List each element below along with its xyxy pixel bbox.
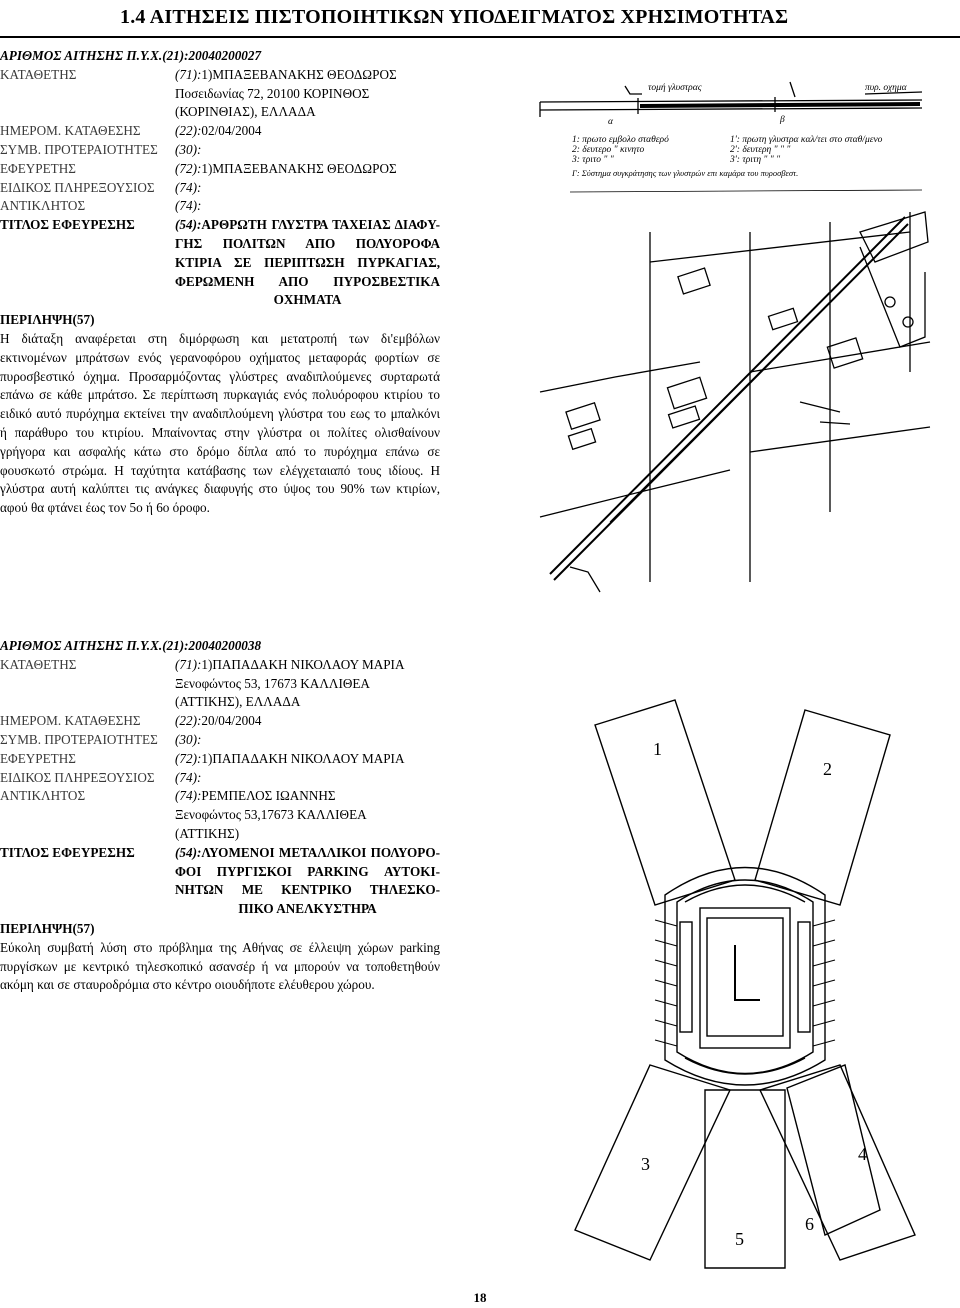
representative-name: ΡΕΜΠΕΛΟΣ ΙΩΑΝΝΗΣ <box>201 788 336 804</box>
section-header <box>0 0 960 38</box>
invention-title-line: ΓΗΣ ΠΟΛΙΤΩΝ ΑΠΟ ΠΟΛΥΟΡΟΦΑ <box>175 235 440 251</box>
filing-date-code: (22): <box>175 713 202 729</box>
priority-code: (30): <box>175 141 202 157</box>
slide-drawing <box>530 72 935 602</box>
invention-title-line: ΑΡΘΡΩΤΗ ΓΛΥΣΤΡΑ ΤΑΧΕΙΑΣ ΔΙΑΦΥ- <box>201 217 440 233</box>
abstract-text <box>0 330 440 518</box>
bay-label: 1 <box>653 739 662 759</box>
parking-bay-2 <box>755 710 890 905</box>
representative-code: (74): <box>175 198 202 214</box>
applicant-region: (ΑΤΤΙΚΗΣ), ΕΛΛΑΔΑ <box>175 694 301 710</box>
invention-title-line: ΚΤΙΡΙΑ ΣΕ ΠΕΡΙΠΤΩΣΗ ΠΥΡΚΑΓΙΑΣ, <box>175 254 440 270</box>
attorney-code: (74): <box>175 179 202 195</box>
applicant-row <box>0 66 440 122</box>
invention-title-code: (54): <box>175 844 202 860</box>
application-number: ΑΡΙΘΜΟΣ ΑΙΤΗΣΗΣ Π.Υ.Χ.(21):20040200027 <box>0 48 262 63</box>
drawing-note: τομή γλυστρας <box>648 83 702 93</box>
drawing-mark: α <box>608 117 613 127</box>
abstract-line: Εύκολη συμβατή λύση στο πρόβλημα της Αθήνας σε έλλειψη χώρων parking <box>0 939 440 955</box>
representative-row <box>0 197 440 216</box>
inventor-code: (72): <box>175 750 202 766</box>
legend-line: 1: πρωτο εμβολο σταθερό <box>572 135 669 145</box>
legend-line: 3': τριτη " " " <box>730 155 781 165</box>
applicant-row <box>0 656 440 712</box>
legend-line: 3: τριτο " " <box>572 155 614 165</box>
priority-label: ΣΥΜΒ. ΠΡΟΤΕΡΑΙΟΤΗΤΕΣ <box>0 731 158 747</box>
bay-label: 4 <box>858 1144 867 1164</box>
attorney-label: ΕΙΔΙΚΟΣ ΠΛΗΡΕΞΟΥΣΙΟΣ <box>0 179 155 195</box>
invention-title-label: ΤΙΤΛΟΣ ΕΦΕΥΡΕΣΗΣ <box>0 844 135 860</box>
abstract-line: πυροσβεστικό όχημα. Προσαρμόζοντας γλύστρες αναδιπλούμενες συρταρωτά <box>0 368 440 384</box>
patent-entry-1 <box>0 47 440 518</box>
priority-label: ΣΥΜΒ. ΠΡΟΤΕΡΑΙΟΤΗΤΕΣ <box>0 141 158 157</box>
bay-label: 6 <box>805 1214 814 1234</box>
filing-date-label: ΗΜΕΡΟΜ. ΚΑΤΑΘΕΣΗΣ <box>0 713 141 729</box>
abstract-line: Η διάταξη αναφέρεται στη διμόρφωση και μετατροπή των δι'εμβόλων <box>0 330 440 346</box>
invention-title-row <box>0 844 440 919</box>
parking-bay-6 <box>787 1065 880 1235</box>
bay-label: 3 <box>641 1154 650 1174</box>
invention-title-line: ΛΥΟΜΕΝΟΙ ΜΕΤΑΛΛΙΚΟΙ ΠΟΛΥΟΡΟ- <box>201 844 440 860</box>
bay-label: 5 <box>735 1229 744 1249</box>
parking-bay-3 <box>575 1065 730 1260</box>
applicant-address: Ποσειδωνίας 72, 20100 ΚΟΡΙΝΘΟΣ <box>175 85 370 101</box>
filing-date: 20/04/2004 <box>201 713 262 729</box>
attorney-row <box>0 179 440 198</box>
abstract-line: γλύστρα αυτή καλύπτει τις ανάγκες διαφυγής στο ύψος του 90% των κτιρίων, <box>0 481 440 497</box>
invention-title-line: ΠΙΚΟ ΑΝΕΛΚΥΣΤΗΡΑ <box>238 901 377 917</box>
abstract-line: φουσκωτό στρώμα. Η ταχύτητα κατάβασης των ελέγχεταιαπό τους ιδίους. Η <box>0 462 440 478</box>
representative-address: Ξενοφώντος 53,17673 ΚΑΛΛΙΘΕΑ <box>175 807 367 823</box>
applicant-label: ΚΑΤΑΘΕΤΗΣ <box>0 656 77 672</box>
applicant-code: (71): <box>175 656 202 672</box>
inventor-label: ΕΦΕΥΡΕΤΗΣ <box>0 160 76 176</box>
invention-title-code: (54): <box>175 217 202 233</box>
bay-label: 2 <box>823 759 832 779</box>
representative-code: (74): <box>175 788 202 804</box>
attorney-code: (74): <box>175 769 202 785</box>
abstract-text <box>0 939 440 995</box>
parking-tower-drawing <box>555 690 935 1270</box>
abstract-line: γρήγορα και ασφαλής κάτω στο δρόμο δίπλα από το πυρόχημα επάνω σε <box>0 443 440 459</box>
applicant-code: (71): <box>175 66 202 82</box>
parking-bay-1 <box>595 700 735 905</box>
filing-date-label: ΗΜΕΡΟΜ. ΚΑΤΑΘΕΣΗΣ <box>0 123 141 139</box>
abstract-line: ή παράθυρο του κτιρίου. Μπαίνοντας στην γλύστρα οι πολίτες ολισθαίνουν <box>0 424 440 440</box>
invention-title-line: ΝΗΤΩΝ ΜΕ ΚΕΝΤΡΙΚΟ ΤΗΛΕΣΚΟ- <box>175 882 440 898</box>
priority-row <box>0 141 440 160</box>
invention-title-line: ΦΟΙ ΠΥΡΓΙΣΚΟΙ PARKING ΑΥΤΟΚΙ- <box>175 863 440 879</box>
abstract-line: ακόμη και σε σταυροδρόμια στο κέντρο οιουδήποτε ελέυθερου χώρου. <box>0 977 375 993</box>
parking-bay-4 <box>760 1065 915 1260</box>
priority-code: (30): <box>175 731 202 747</box>
legend-line: Γ: Σύστημα συγκράτησης των γλυστρών επι καμάρα του πυροσβεστ. <box>572 168 799 178</box>
inventor-code: (72): <box>175 160 202 176</box>
section-title: 1.4 ΑΙΤΗΣΕΙΣ ΠΙΣΤΟΠΟΙΗΤΙΚΩΝ ΥΠΟΔΕΙΓΜΑΤΟΣ ΧΡΗΣΙΜΟΤΗΤΑΣ <box>120 6 789 28</box>
filing-date: 02/04/2004 <box>201 123 262 139</box>
legend-line: 2: δευτερο " κινητο <box>572 145 645 155</box>
representative-row <box>0 787 440 843</box>
applicant-address: Ξενοφώντος 53, 17673 ΚΑΛΛΙΘΕΑ <box>175 675 370 691</box>
applicant-region: (ΚΟΡΙΝΘΙΑΣ), ΕΛΛΑΔΑ <box>175 104 316 120</box>
applicant-label: ΚΑΤΑΘΕΤΗΣ <box>0 66 77 82</box>
applicant-name: 1)ΜΠΑΞΕΒΑΝΑΚΗΣ ΘΕΟΔΩΡΟΣ <box>201 66 397 82</box>
inventor-name: 1)ΠΑΠΑΔΑΚΗ ΝΙΚΟΛΑΟΥ ΜΑΡΙΑ <box>201 750 405 766</box>
abstract-line: αφού θα φτάνει έως τον 5ο ή 6ο όροφο. <box>0 500 210 516</box>
representative-label: ΑΝΤΙΚΛΗΤΟΣ <box>0 788 86 804</box>
priority-row <box>0 731 440 750</box>
filing-date-code: (22): <box>175 123 202 139</box>
applicant-name: 1)ΠΑΠΑΔΑΚΗ ΝΙΚΟΛΑΟΥ ΜΑΡΙΑ <box>201 656 405 672</box>
page-number: 18 <box>473 1290 487 1305</box>
filing-date-row <box>0 122 440 141</box>
patent-entry-2 <box>0 637 440 995</box>
inventor-row <box>0 750 440 769</box>
representative-label: ΑΝΤΙΚΛΗΤΟΣ <box>0 198 86 214</box>
drawing-note: πυρ. οχημα <box>865 83 907 93</box>
abstract-line: εκτινομένων μπράτσων ενός γερανοφόρου οχήματος μεταφοράς φορτίων σε <box>0 349 440 365</box>
invention-title-row <box>0 216 440 310</box>
inventor-row <box>0 160 440 179</box>
inventor-name: 1)ΜΠΑΞΕΒΑΝΑΚΗΣ ΘΕΟΔΩΡΟΣ <box>201 160 397 176</box>
application-number: ΑΡΙΘΜΟΣ ΑΙΤΗΣΗΣ Π.Υ.Χ.(21):20040200038 <box>0 638 262 653</box>
invention-title-line: ΦΕΡΩΜΕΝΗ ΑΠΟ ΠΥΡΟΣΒΕΣΤΙΚΑ <box>175 273 440 289</box>
legend-line: 2': δευτερη " " " <box>730 145 791 155</box>
invention-title-label: ΤΙΤΛΟΣ ΕΦΕΥΡΕΣΗΣ <box>0 217 135 233</box>
abstract-line: πυργίσκων με κεντρικό τηλεσκοπικό ασανσέρ ή να μπορούν να τοποθετηθούν <box>0 958 440 974</box>
representative-region: (ΑΤΤΙΚΗΣ) <box>175 825 240 841</box>
drawing-mark: β <box>780 115 785 125</box>
elevator-shaft <box>700 908 790 1048</box>
inventor-label: ΕΦΕΥΡΕΤΗΣ <box>0 750 76 766</box>
attorney-label: ΕΙΔΙΚΟΣ ΠΛΗΡΕΞΟΥΣΙΟΣ <box>0 769 155 785</box>
legend-line: 1': πρωτη γλυστρα καλ/τει στο σταθ/μενο <box>730 135 883 145</box>
filing-date-row <box>0 712 440 731</box>
abstract-heading: ΠΕΡΙΛΗΨΗ(57) <box>0 920 95 936</box>
abstract-line: ειδικό αυτό πυρόχημα εκτείνει την αναδιπλούμενη γλύστρα του εως το μπαλκόνι <box>0 406 440 422</box>
attorney-row <box>0 769 440 788</box>
abstract-heading: ΠΕΡΙΛΗΨΗ(57) <box>0 312 95 328</box>
invention-title-line: ΟΧΗΜΑΤΑ <box>273 292 342 308</box>
slide-section-top <box>540 100 922 102</box>
abstract-line: επάνω σε κάθε μπράτσο. Σε περίπτωση πυρκαγιάς ενός πολυόροφου κτιρίου το <box>0 387 440 403</box>
